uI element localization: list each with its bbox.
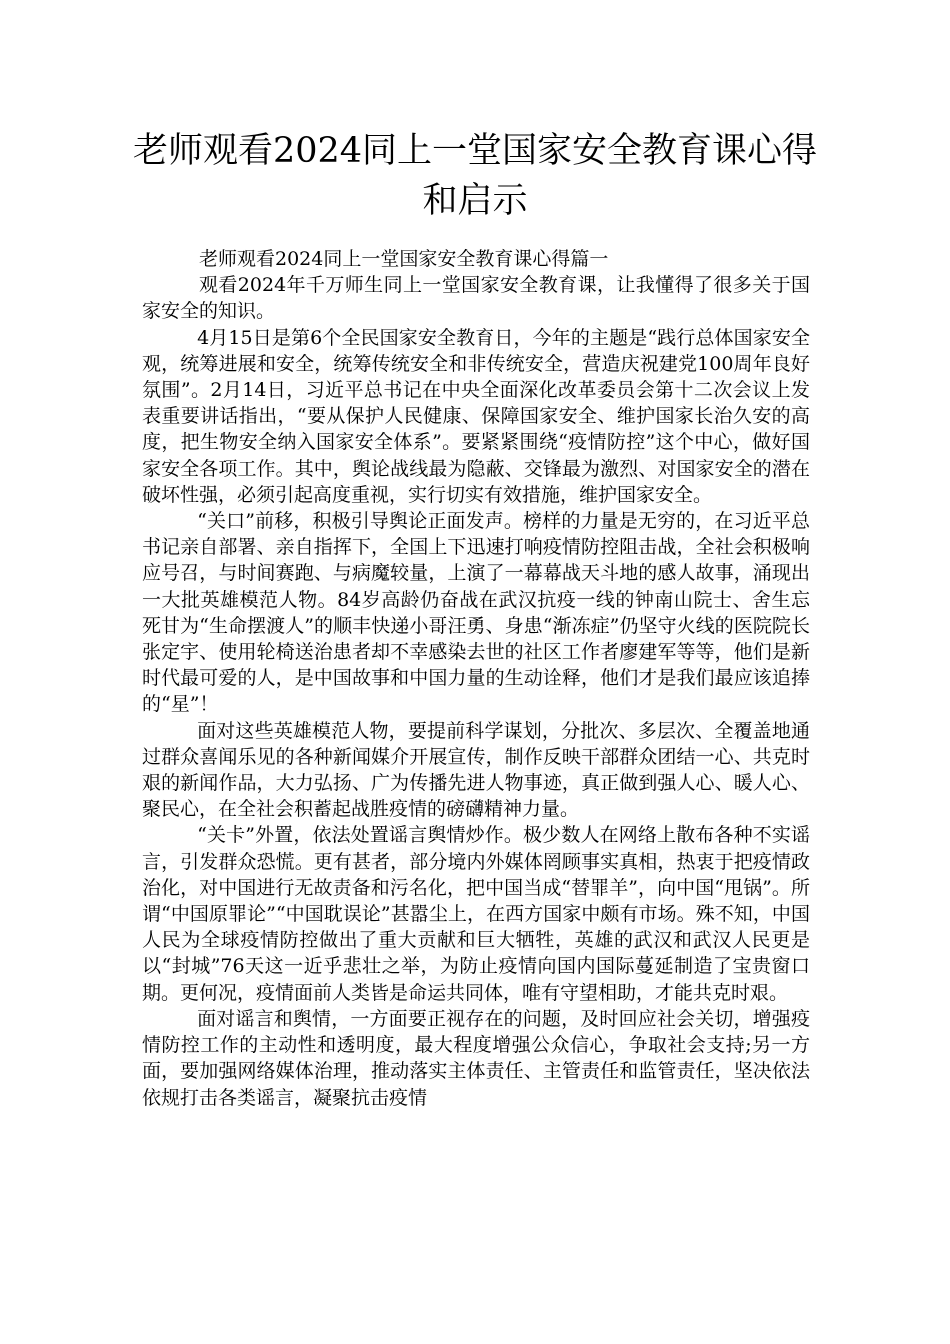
document-body (142, 246, 810, 1111)
paragraph: 面对谣言和舆情，一方面要正视存在的问题，及时回应社会关切，增强疫情防控工作的主动性和透明度，最大程度增强公众信心，争取社会支持;另一方面，要加强网络媒体治理，推动落实主体责任、主管责任和监管责任，坚决依法依规打击各类谣言，凝聚抗击疫情 (142, 1007, 810, 1109)
paragraph: 4月15日是第6个全民国家安全教育日，今年的主题是“践行总体国家安全观，统筹进展和安全，统筹传统安全和非传统安全，营造庆祝建党100周年良好氛围”。2月14日，习近平总书记在中央全面深化改革委员会第十二次会议上发表重要讲话指出，“要从保护人民健康、保障国家安全、维护国家长治久安的高度，把生物安全纳入国家安全体系”。要紧紧围绕“疫情防控”这个中心，做好国家安全各项工作。其中，舆论战线最为隐蔽、交锋最为激烈、对国家安全的潜在破坏性强，必须引起高度重视，实行切实有效措施，维护国家安全。 (142, 326, 810, 506)
document-title: 老师观看2024同上一堂国家安全教育课心得和启示 (132, 131, 818, 221)
section-subtitle: 老师观看2024同上一堂国家安全教育课心得篇一 (199, 248, 609, 270)
paragraph: 观看2024年千万师生同上一堂国家安全教育课，让我懂得了很多关于国家安全的知识。 (142, 274, 810, 323)
paragraph: 面对这些英雄模范人物，要提前科学谋划，分批次、多层次、全覆盖地通过群众喜闻乐见的各种新闻媒介开展宣传，制作反映干部群众团结一心、共克时艰的新闻作品，大力弘扬、广为传播先进人物事迹，真正做到强人心、暖人心、聚民心，在全社会积蓄起战胜疫情的磅礴精神力量。 (142, 719, 810, 821)
paragraph: “关口”前移，积极引导舆论正面发声。榜样的力量是无穷的，在习近平总书记亲自部署、亲自指挥下，全国上下迅速打响疫情防控阻击战，全社会积极响应号召，与时间赛跑、与病魔较量，上演了一幕幕战天斗地的感人故事，涌现出一大批英雄模范人物。84岁高龄仍奋战在武汉抗疫一线的钟南山院士、舍生忘死甘为“生命摆渡人”的顺丰快递小哥汪勇、身患“渐冻症”仍坚守火线的医院院长张定宇、使用轮椅送治患者却不幸感染去世的社区工作者廖建军等等，他们是新时代最可爱的人，是中国故事和中国力量的生动诠释，他们才是我们最应该追捧的“星”！ (142, 510, 810, 716)
paragraph: “关卡”外置，依法处置谣言舆情炒作。极少数人在网络上散布各种不实谣言，引发群众恐慌。更有甚者，部分境内外媒体罔顾事实真相，热衷于把疫情政治化，对中国进行无故责备和污名化，把中国当成“替罪羊”，向中国“甩锅”。所谓“中国原罪论”“中国耽误论”甚嚣尘上，在西方国家中颇有市场。殊不知，中国人民为全球疫情防控做出了重大贡献和巨大牺牲，英雄的武汉和武汉人民更是以“封城”76天这一近乎悲壮之举，为防止疫情向国内国际蔓延制造了宝贵窗口期。更何况，疫情面前人类皆是命运共同体，唯有守望相助，才能共克时艰。 (142, 824, 810, 1004)
